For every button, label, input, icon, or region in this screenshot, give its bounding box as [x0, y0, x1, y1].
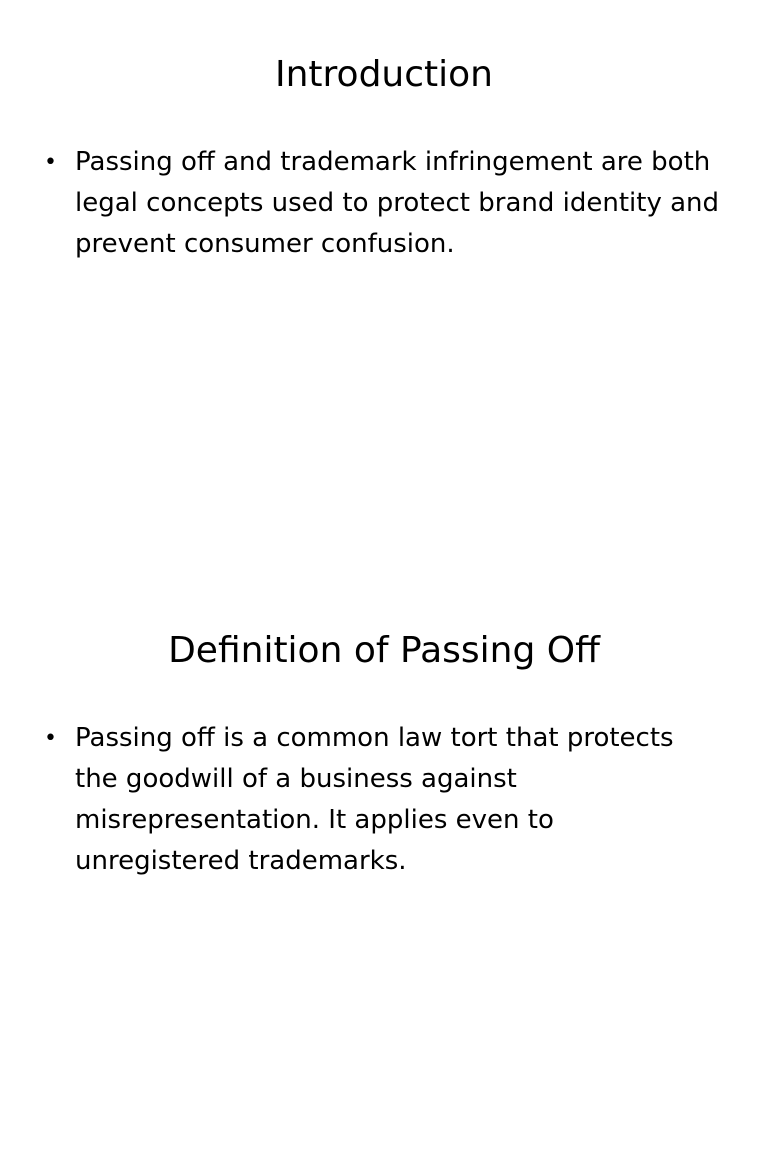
slide-definition-of-passing-off [0, 576, 768, 1152]
bullet-item [44, 718, 724, 882]
slide-title: Definition of Passing Off [168, 630, 600, 671]
bullet-icon: • [44, 726, 57, 751]
bullet-text: Passing off and trademark infringement are both legal concepts used to protect brand identity and prevent consumer confusion. [75, 147, 720, 259]
slide-title: Introduction [274, 54, 493, 95]
bullet-item [44, 142, 724, 265]
bullet-list [44, 142, 724, 265]
bullet-text: Passing off is a common law tort that protects the goodwill of a business against misrepresentation. It applies even to unregistered trademarks. [75, 723, 674, 876]
bullet-icon: • [44, 150, 57, 175]
bullet-list [44, 718, 724, 882]
